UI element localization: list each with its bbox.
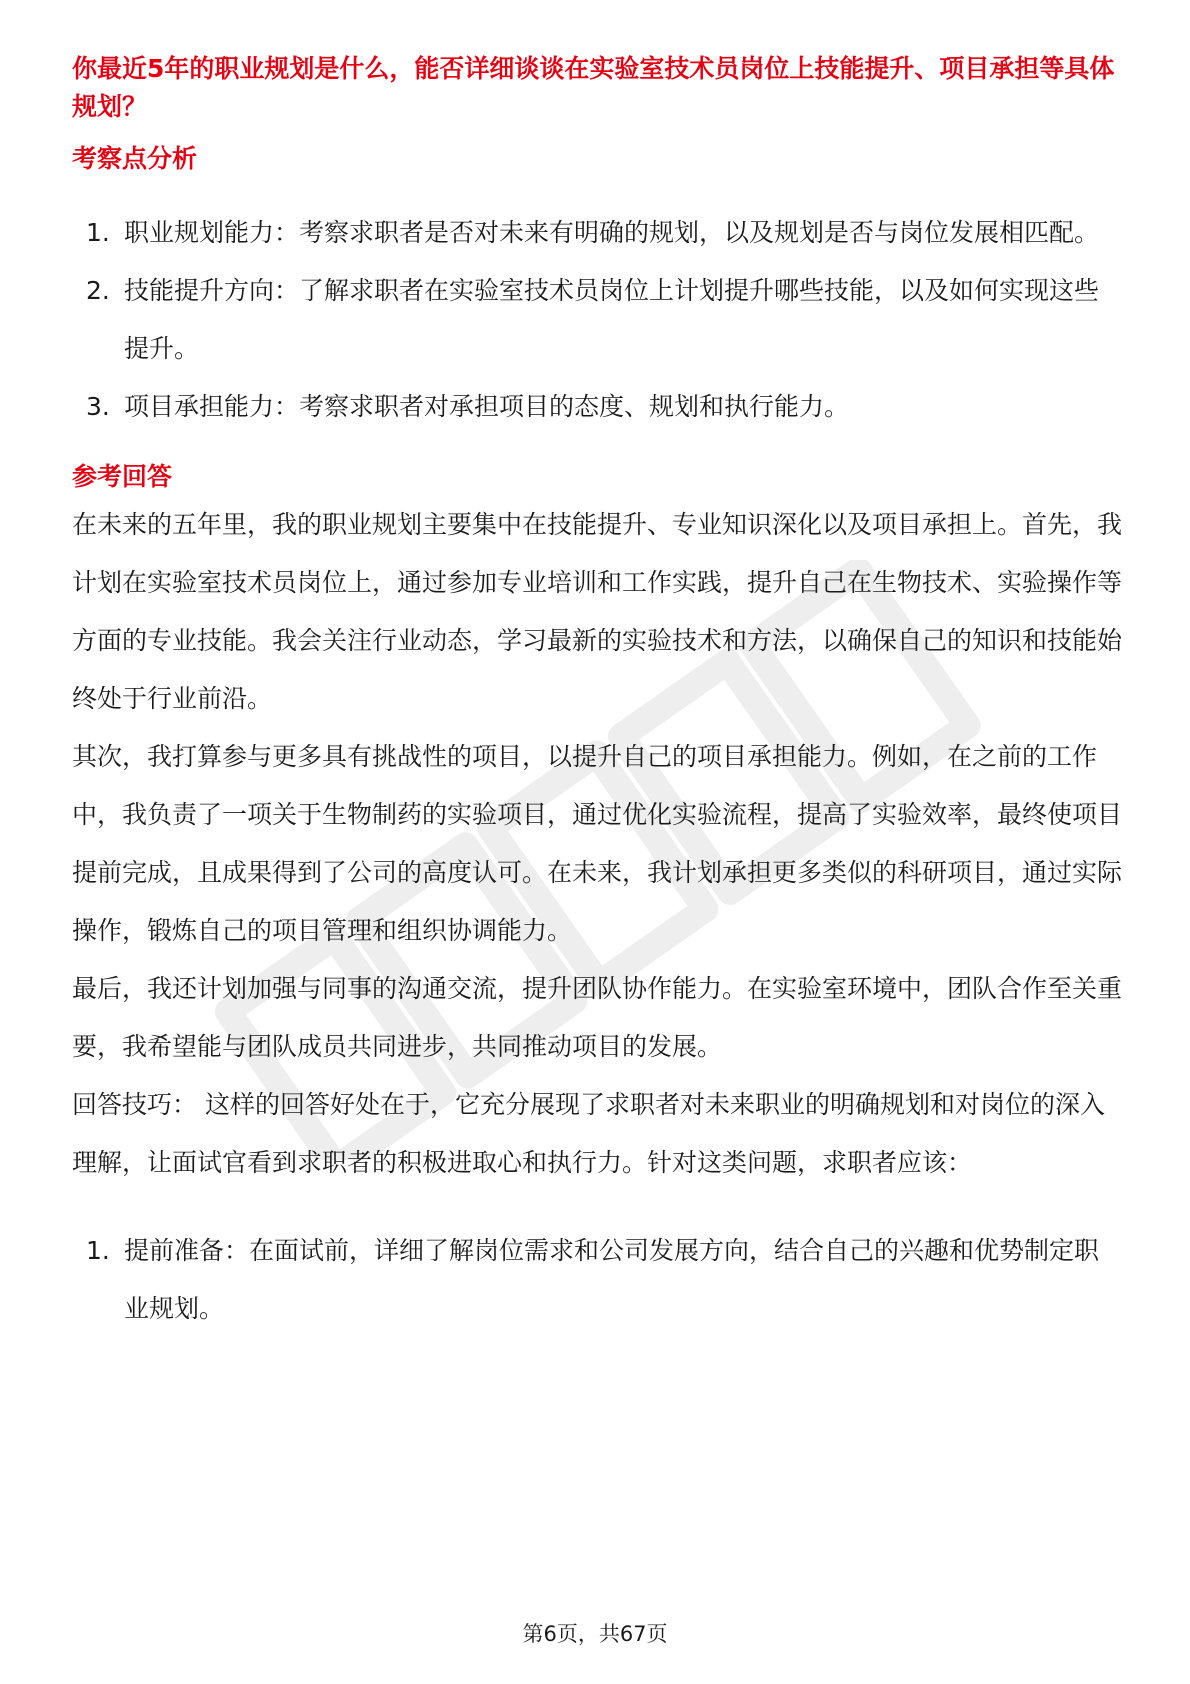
list-number: 1. <box>86 1236 110 1265</box>
question-title: 你最近5年的职业规划是什么，能否详细谈谈在实验室技术员岗位上技能提升、项目承担等具体规划？ <box>72 54 1115 121</box>
analysis-item <box>72 204 1122 262</box>
tips-item <box>72 1222 1122 1338</box>
list-number: 3. <box>86 392 110 421</box>
answer-paragraph: 在未来的五年里，我的职业规划主要集中在技能提升、专业知识深化以及项目承担上。首先，我计划在实验室技术员岗位上，通过参加专业培训和工作实践，提升自己在生物技术、实验操作等方面的专业技能。我会关注行业动态，学习最新的实验技术和方法，以确保自己的知识和技能始终处于行业前沿。 <box>72 510 1123 713</box>
list-number: 1. <box>86 218 110 247</box>
analysis-item-text: 职业规划能力：考察求职者是否对未来有明确的规划，以及规划是否与岗位发展相匹配。 <box>124 218 1100 247</box>
page-footer: 第6页，共67页 <box>522 1622 668 1646</box>
answer-paragraph: 最后，我还计划加强与同事的沟通交流，提升团队协作能力。在实验室环境中，团队合作至关重要，我希望能与团队成员共同进步，共同推动项目的发展。 <box>72 974 1123 1061</box>
analysis-heading: 考察点分析 <box>72 144 198 173</box>
analysis-item-text: 技能提升方向：了解求职者在实验室技术员岗位上计划提升哪些技能，以及如何实现这些提升。 <box>124 276 1100 363</box>
list-number: 2. <box>86 276 110 305</box>
tips-item-text: 提前准备：在面试前，详细了解岗位需求和公司发展方向，结合自己的兴趣和优势制定职业规划。 <box>124 1236 1100 1323</box>
document-page <box>72 50 1122 1338</box>
analysis-item <box>72 378 1122 436</box>
answer-heading: 参考回答 <box>72 462 173 491</box>
answer-paragraph: 其次，我打算参与更多具有挑战性的项目，以提升自己的项目承担能力。例如，在之前的工作中，我负责了一项关于生物制药的实验项目，通过优化实验流程，提高了实验效率，最终使项目提前完成，且成果得到了公司的高度认可。在未来，我计划承担更多类似的科研项目，通过实际操作，锻炼自己的项目管理和组织协调能力。 <box>72 742 1123 945</box>
analysis-item-text: 项目承担能力：考察求职者对承担项目的态度、规划和执行能力。 <box>124 392 850 421</box>
analysis-list <box>72 204 1122 436</box>
tips-intro: 回答技巧： 这样的回答好处在于，它充分展现了求职者对未来职业的明确规划和对岗位的深入理解，让面试官看到求职者的积极进取心和执行力。针对这类问题，求职者应该： <box>72 1090 1105 1177</box>
tips-list <box>72 1222 1122 1338</box>
analysis-item <box>72 262 1122 378</box>
